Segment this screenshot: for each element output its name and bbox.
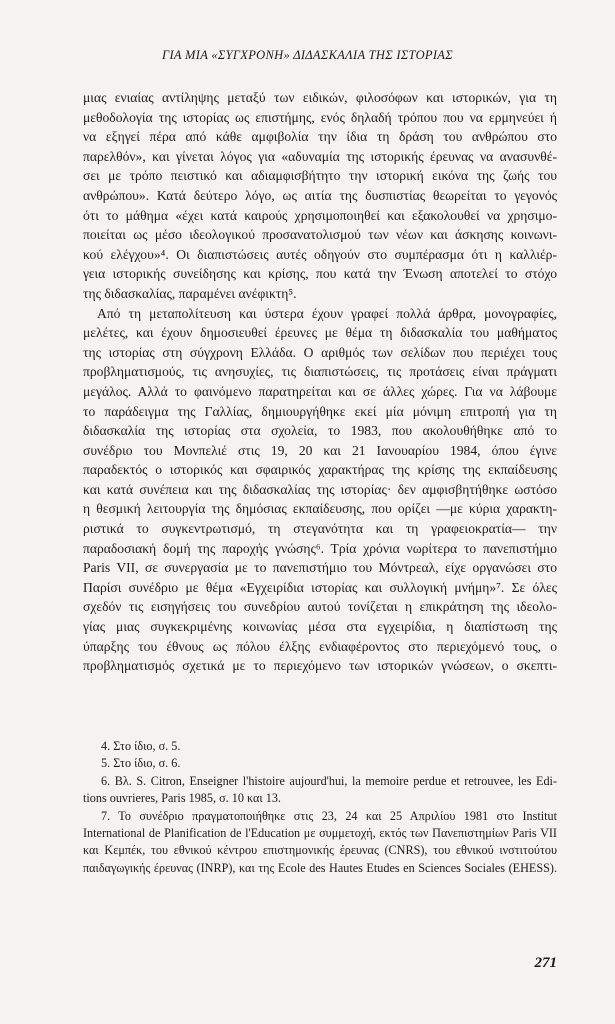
body-line: ανθρώπου». Κατά δεύτερο λόγο, ως αιτία της δυσπιστίας θεωρείται το γεγονός <box>83 187 557 203</box>
body-line: το παράδειγμα της Γαλλίας, δημιουργήθηκε εκεί μία μόνιμη επιτροπή για τη <box>83 403 557 419</box>
body-line: της διδασκαλίας, παραμένει ανέφικτη⁵. <box>83 285 297 301</box>
body-line: σχεδόν τις εισηγήσεις του συνεδρίου αυτού τονίζεται η επικράτηση της ιδεολο- <box>83 599 557 615</box>
body-line: συνέδριο του Μονπελιέ στις 19, 20 και 21 Ιανουαρίου 1984, όπου έγινε <box>83 442 557 458</box>
footnote-7: 7. Το συνέδριο πραγματοποιήθηκε στις 23, 24 και 25 Απριλίου 1981 στο Institut <box>101 808 557 823</box>
footnote-7-continued: και Κεμπέκ, του εθνικού κέντρου επιστημονικής έρευνας (CNRS), του εθνικού ινστιτούτου <box>83 843 557 858</box>
body-line: διδασκαλία της ιστορίας στα σχολεία, το 1983, που ακολουθήθηκε από το <box>83 423 557 439</box>
body-line: μελέτες, και έχουν δημοσιευθεί έρευνες με θέμα τη διδασκαλία του μαθήματος <box>83 325 557 341</box>
footnote-5: 5. Στο ίδιο, σ. 6. <box>101 756 181 771</box>
body-line: παρελθόν», και γίνεται λόγος για «αδυναμία της ιστορικής έρευνας να ανασυνθέ- <box>83 148 557 164</box>
body-line: η θεσμική λειτουργία της δημόσιας εκπαίδευσης, που ορίζει —με κύρια χαρακτη- <box>83 501 557 517</box>
footnotes <box>83 738 557 877</box>
footnote-4: 4. Στο ίδιο, σ. 5. <box>101 739 181 753</box>
body-line: ποιείται ως μέσο ιδεολογικού προσανατολισμού των νέων και άσκησης κοινωνι- <box>83 227 557 243</box>
footnote-7-continued: παιδαγωγικής έρευνας (INRP), και της Ecole des Hautes Etudes en Sciences Sociales (EHESS). <box>83 860 557 875</box>
body-line: παραδοσιακή δομή της παροχής γνώσης⁶. Τρία χρόνια νωρίτερα το πανεπιστήμιο <box>83 540 557 556</box>
body-line: προβληματισμός σχετικά με το περιεχόμενο των ιστορικών γνώσεων, ο σκεπτι- <box>83 658 557 674</box>
body-line: Παρίσι συνέδριο με θέμα «Εγχειρίδια ιστορίας και συλλογική μνήμη»⁷. Σε όλες <box>83 579 557 595</box>
body-line: παραδεκτός ο ιστορικός και σφαιρικός χαρακτήρας της κρίσης της εκπαίδευσης <box>83 462 557 478</box>
body-line: ύπαρξης του έθνους ως πόλου έλξης ενδιαφέροντος στο περιεχόμενό τους, ο <box>83 638 557 654</box>
body-line: σει με τρόπο πειστικό και αδιαμφισβήτητο την ιστορική εικόνα της ζωής του <box>83 168 557 184</box>
body-line: γίας μιας συγκεκριμένης κοινωνίας μέσα στα εγχειρίδια, η διαπίστωση της <box>83 619 557 635</box>
body-line: ριστικά το συγκεντρωτισμό, τη στεγανότητα και τη γραφειοκρατία— την <box>83 521 557 537</box>
footnote-6: 6. Βλ. S. Citron, Enseigner l'histoire aujourd'hui, la memoire perdue et retrouvee, les Edi- <box>101 773 557 788</box>
running-head: ΓΙΑ ΜΙΑ «ΣΥΓΧΡΟΝΗ» ΔΙΔΑΣΚΑΛΙΑ ΤΗΣ ΙΣΤΟΡΙΑΣ <box>162 48 453 62</box>
body-text <box>83 88 557 676</box>
body-line: να εξηγεί πέρα από κάθε αμφιβολία την ίδια τη δράση του ανθρώπου στο <box>83 129 557 145</box>
body-line: μεθοδολογία της ιστορίας ως επιστήμης, ενός δηλαδή τρόπου που να ερμηνεύει ή <box>83 109 557 125</box>
footnote-6-continued: tions ouvrieres, Paris 1985, σ. 10 και 13. <box>83 791 281 806</box>
body-line: προβληματισμούς, τις ανησυχίες, τις διαπιστώσεις, τις προτάσεις είναι πράγματι <box>83 364 557 380</box>
body-line: μεγάλος. Αλλά το φαινόμενο παρατηρείται και σε άλλες χώρες. Για να λάβουμε <box>83 383 557 399</box>
body-line: της ιστορίας στη σύγχρονη Ελλάδα. Ο αριθμός των σελίδων που περιέχει τους <box>83 344 557 360</box>
page-number: 271 <box>534 955 557 971</box>
footnote-7-continued: International de Planification de l'Education με συμμετοχή, εκτός των Πανεπιστημίων Paris VII <box>83 826 557 841</box>
body-line: μιας ενιαίας αντίληψης μεταξύ των ειδικών, φιλοσόφων και ιστορικών, για τη <box>83 90 557 105</box>
body-line: κού ελέγχου»⁴. Οι διαπιστώσεις αυτές οδηγούν στο συμπέρασμα ότι η καλλιέρ- <box>83 246 557 262</box>
body-line: και κατά συνέπεια και της διδασκαλίας της ιστορίας· δεν αμφισβητήθηκε ωστόσο <box>83 481 557 497</box>
body-line: γεια ιστορικής συνείδησης και κρίσης, που κατά την Ένωση αποτελεί το στόχο <box>83 266 557 282</box>
body-line: Paris VII, σε συνεργασία με το πανεπιστήμιο του Μόντρεαλ, είχε οργανώσει στο <box>83 560 557 576</box>
body-line: ότι το μάθημα «έχει κατά καιρούς χρησιμοποιηθεί και εξακολουθεί να χρησιμο- <box>83 207 557 223</box>
paragraph-start-line: Από τη μεταπολίτευση και ύστερα έχουν γραφεί πολλά άρθρα, μονογραφίες, <box>97 305 557 321</box>
